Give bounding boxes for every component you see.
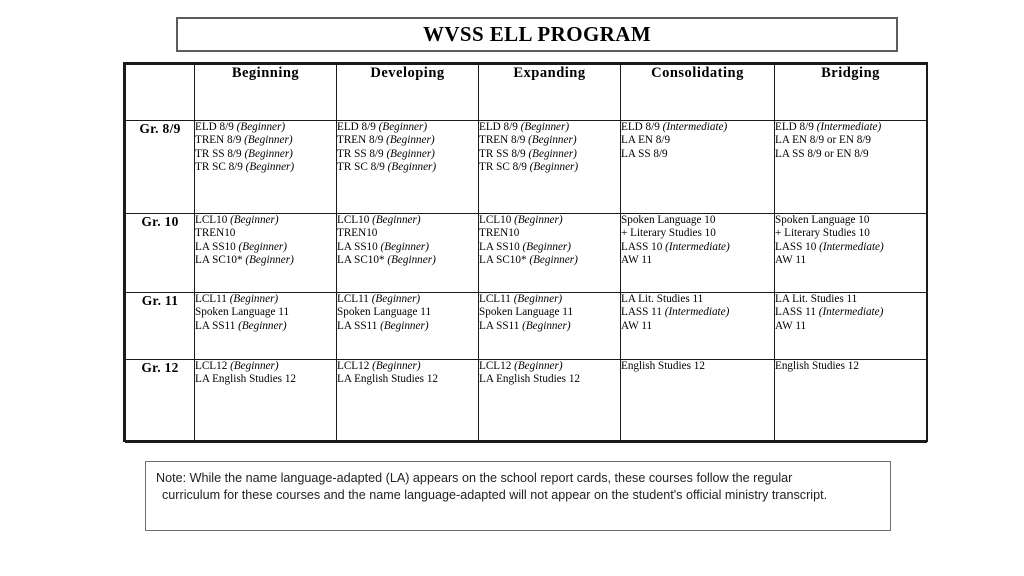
course-code: LA SC10* bbox=[195, 254, 243, 267]
course-cell bbox=[195, 293, 337, 360]
course-level: (Beginner) bbox=[526, 161, 579, 174]
course-level: (Beginner) bbox=[242, 161, 295, 174]
ell-program-table-container bbox=[123, 62, 928, 442]
course-level: (Beginner) bbox=[227, 214, 279, 226]
course-level: (Beginner) bbox=[517, 121, 570, 133]
course-entry bbox=[621, 360, 774, 373]
course-cell bbox=[621, 293, 775, 360]
page-title: WVSS ELL PROGRAM bbox=[422, 22, 652, 46]
course-code: LCL12 bbox=[195, 360, 228, 372]
course-code: ELD 8/9 bbox=[775, 121, 814, 133]
column-header-beginning: Beginning bbox=[195, 65, 337, 121]
course-entry bbox=[195, 306, 336, 319]
course-entry bbox=[621, 214, 774, 227]
note-line: curriculum for these courses and the name language-adapted will not appear on the student's official ministry transcript. bbox=[162, 488, 828, 502]
column-header-developing: Developing bbox=[337, 65, 479, 121]
course-code: TREN 8/9 bbox=[337, 134, 384, 147]
course-code: LCL11 bbox=[337, 293, 369, 305]
course-code: TREN10 bbox=[337, 227, 378, 240]
table-corner-cell bbox=[126, 65, 195, 121]
course-level: (Beginner) bbox=[519, 240, 571, 253]
course-cell bbox=[775, 360, 927, 443]
course-code: + Literary Studies 10 bbox=[621, 227, 716, 240]
course-cell bbox=[621, 214, 775, 293]
course-level: (Intermediate) bbox=[816, 240, 884, 253]
course-entry bbox=[621, 241, 774, 254]
course-cell bbox=[479, 293, 621, 360]
course-entry bbox=[775, 306, 926, 319]
course-entry bbox=[195, 227, 336, 240]
course-entry bbox=[195, 293, 336, 306]
grade-label: Gr. 8/9 bbox=[126, 121, 195, 214]
course-code: LCL10 bbox=[479, 214, 512, 226]
course-entry bbox=[775, 320, 926, 333]
course-code: TREN 8/9 bbox=[479, 134, 526, 147]
course-entry bbox=[621, 148, 774, 161]
course-entry bbox=[775, 227, 926, 240]
course-code: TR SC 8/9 bbox=[479, 161, 527, 174]
course-level: (Beginner) bbox=[368, 293, 421, 305]
course-cell bbox=[195, 121, 337, 214]
course-entry bbox=[479, 254, 620, 267]
course-code: LA SS 8/9 bbox=[621, 147, 668, 160]
course-level: (Beginner) bbox=[241, 147, 293, 160]
course-code: LA SC10* bbox=[337, 254, 385, 267]
course-cell bbox=[479, 360, 621, 443]
course-entry bbox=[621, 121, 774, 134]
course-level: (Beginner) bbox=[242, 254, 294, 267]
course-entry bbox=[337, 360, 478, 373]
table-row bbox=[126, 360, 927, 443]
course-code: LA SS10 bbox=[337, 240, 378, 253]
course-code: Spoken Language 11 bbox=[337, 306, 432, 319]
course-code: LA SS11 bbox=[479, 319, 520, 332]
course-code: LASS 11 bbox=[621, 306, 662, 319]
grade-label: Gr. 11 bbox=[126, 293, 195, 360]
course-entry bbox=[337, 306, 478, 319]
course-cell bbox=[195, 214, 337, 293]
course-code: ELD 8/9 bbox=[479, 121, 518, 133]
course-entry bbox=[195, 360, 336, 373]
course-entry bbox=[337, 373, 478, 386]
course-code: LCL11 bbox=[195, 293, 227, 305]
course-entry bbox=[195, 148, 336, 161]
table-body bbox=[126, 121, 927, 443]
course-level: (Beginner) bbox=[377, 240, 429, 253]
course-level: (Beginner) bbox=[511, 214, 563, 226]
grade-label: Gr. 10 bbox=[126, 214, 195, 293]
course-entry bbox=[337, 134, 478, 147]
course-code: TREN 8/9 bbox=[195, 134, 242, 147]
course-cell bbox=[775, 293, 927, 360]
course-code: TREN10 bbox=[479, 227, 520, 240]
course-code: LCL12 bbox=[479, 360, 512, 372]
course-level: (Beginner) bbox=[384, 161, 437, 174]
course-level: (Beginner) bbox=[525, 134, 577, 147]
course-code: AW 11 bbox=[775, 319, 807, 332]
course-entry bbox=[195, 161, 336, 174]
course-entry bbox=[775, 121, 926, 134]
course-cell bbox=[195, 360, 337, 443]
course-code: ELD 8/9 bbox=[621, 121, 660, 133]
course-code: AW 11 bbox=[621, 254, 653, 267]
course-level: (Beginner) bbox=[526, 254, 578, 267]
course-code: TR SC 8/9 bbox=[195, 161, 243, 174]
course-level: (Beginner) bbox=[369, 214, 421, 226]
course-level: (Beginner) bbox=[241, 134, 293, 147]
course-entry bbox=[775, 134, 926, 147]
program-title-box bbox=[176, 17, 898, 52]
course-level: (Beginner) bbox=[510, 293, 563, 305]
course-level: (Beginner) bbox=[519, 319, 571, 332]
course-cell bbox=[621, 360, 775, 443]
course-code: LA EN 8/9 bbox=[621, 134, 671, 147]
course-entry bbox=[775, 214, 926, 227]
course-level: (Beginner) bbox=[227, 360, 279, 372]
course-code: LA English Studies 12 bbox=[479, 373, 581, 386]
table-header-row bbox=[126, 65, 927, 121]
course-entry bbox=[479, 306, 620, 319]
course-code: LA SS11 bbox=[195, 319, 236, 332]
course-entry bbox=[195, 241, 336, 254]
course-code: LA SC10* bbox=[479, 254, 527, 267]
course-cell bbox=[337, 214, 479, 293]
course-entry bbox=[337, 254, 478, 267]
note-line: Note: While the name language-adapted (LA) appears on the school report cards, these courses follow the regular bbox=[156, 471, 793, 485]
course-cell bbox=[775, 214, 927, 293]
course-code: Spoken Language 11 bbox=[195, 306, 290, 319]
course-entry bbox=[337, 214, 478, 227]
course-code: LCL12 bbox=[337, 360, 370, 372]
course-level: (Beginner) bbox=[511, 360, 563, 372]
course-level: (Beginner) bbox=[383, 147, 435, 160]
course-code: LCL11 bbox=[479, 293, 511, 305]
course-level: (Beginner) bbox=[226, 293, 279, 305]
grade-label: Gr. 12 bbox=[126, 360, 195, 443]
column-header-expanding: Expanding bbox=[479, 65, 621, 121]
course-level: (Intermediate) bbox=[661, 306, 730, 319]
course-cell bbox=[775, 121, 927, 214]
course-entry bbox=[775, 148, 926, 161]
course-code: TR SS 8/9 bbox=[479, 147, 526, 160]
course-cell bbox=[337, 360, 479, 443]
course-code: AW 11 bbox=[775, 254, 807, 267]
course-cell bbox=[479, 214, 621, 293]
table-row bbox=[126, 214, 927, 293]
ell-program-table bbox=[125, 64, 927, 443]
course-level: (Beginner) bbox=[377, 319, 429, 332]
course-code: LA SS11 bbox=[337, 319, 378, 332]
course-entry bbox=[479, 293, 620, 306]
note-box bbox=[145, 461, 891, 531]
course-code: + Literary Studies 10 bbox=[775, 227, 870, 240]
course-code: LA SS10 bbox=[195, 240, 236, 253]
course-code: LA English Studies 12 bbox=[195, 373, 297, 386]
course-entry bbox=[775, 241, 926, 254]
course-level: (Beginner) bbox=[369, 360, 421, 372]
course-level: (Beginner) bbox=[383, 134, 435, 147]
course-code: Spoken Language 11 bbox=[479, 306, 574, 319]
course-entry bbox=[775, 293, 926, 306]
course-code: LA EN 8/9 or EN 8/9 bbox=[775, 134, 872, 147]
course-entry bbox=[337, 227, 478, 240]
course-entry bbox=[479, 241, 620, 254]
course-code: AW 11 bbox=[621, 319, 653, 332]
course-code: LA English Studies 12 bbox=[337, 373, 439, 386]
course-cell bbox=[621, 121, 775, 214]
course-entry bbox=[195, 121, 336, 134]
course-entry bbox=[195, 320, 336, 333]
course-cell bbox=[337, 121, 479, 214]
course-code: LA SS 8/9 or EN 8/9 bbox=[775, 147, 869, 160]
course-entry bbox=[337, 121, 478, 134]
course-entry bbox=[195, 214, 336, 227]
column-header-consolidating: Consolidating bbox=[621, 65, 775, 121]
course-entry bbox=[621, 293, 774, 306]
course-code: TREN10 bbox=[195, 227, 236, 240]
course-level: (Beginner) bbox=[375, 121, 428, 133]
course-code: LA SS10 bbox=[479, 240, 520, 253]
course-code: TR SC 8/9 bbox=[337, 161, 385, 174]
course-entry bbox=[479, 148, 620, 161]
course-entry bbox=[337, 293, 478, 306]
course-code: LASS 10 bbox=[775, 240, 817, 253]
column-header-bridging: Bridging bbox=[775, 65, 927, 121]
course-entry bbox=[621, 254, 774, 267]
course-code: Spoken Language 10 bbox=[775, 214, 870, 226]
course-code: TR SS 8/9 bbox=[337, 147, 384, 160]
course-level: (Beginner) bbox=[233, 121, 286, 133]
course-entry bbox=[775, 254, 926, 267]
course-level: (Intermediate) bbox=[659, 121, 728, 133]
course-code: Spoken Language 10 bbox=[621, 214, 716, 226]
course-entry bbox=[337, 148, 478, 161]
course-entry bbox=[621, 320, 774, 333]
course-entry bbox=[337, 241, 478, 254]
table-row bbox=[126, 293, 927, 360]
course-code: LASS 10 bbox=[621, 240, 663, 253]
course-code: ELD 8/9 bbox=[195, 121, 234, 133]
course-level: (Beginner) bbox=[384, 254, 436, 267]
course-code: English Studies 12 bbox=[775, 360, 859, 372]
course-code: English Studies 12 bbox=[621, 360, 705, 372]
course-entry bbox=[337, 320, 478, 333]
course-entry bbox=[621, 306, 774, 319]
course-code: LCL10 bbox=[195, 214, 228, 226]
course-entry bbox=[479, 121, 620, 134]
course-cell bbox=[479, 121, 621, 214]
course-level: (Intermediate) bbox=[662, 240, 730, 253]
table-row bbox=[126, 121, 927, 214]
course-entry bbox=[195, 254, 336, 267]
course-code: LA Lit. Studies 11 bbox=[621, 293, 704, 305]
course-entry bbox=[337, 161, 478, 174]
course-level: (Beginner) bbox=[235, 240, 287, 253]
course-entry bbox=[195, 373, 336, 386]
course-entry bbox=[479, 360, 620, 373]
course-entry bbox=[621, 227, 774, 240]
course-entry bbox=[195, 134, 336, 147]
course-entry bbox=[479, 161, 620, 174]
course-level: (Intermediate) bbox=[813, 121, 882, 133]
course-entry bbox=[479, 373, 620, 386]
course-level: (Beginner) bbox=[525, 147, 577, 160]
course-code: ELD 8/9 bbox=[337, 121, 376, 133]
course-level: (Beginner) bbox=[235, 319, 287, 332]
course-entry bbox=[479, 227, 620, 240]
course-entry bbox=[479, 320, 620, 333]
course-code: TR SS 8/9 bbox=[195, 147, 242, 160]
course-code: LA Lit. Studies 11 bbox=[775, 293, 858, 305]
course-code: LASS 11 bbox=[775, 306, 816, 319]
course-level: (Intermediate) bbox=[815, 306, 884, 319]
course-entry bbox=[479, 214, 620, 227]
course-cell bbox=[337, 293, 479, 360]
course-entry bbox=[621, 134, 774, 147]
course-entry bbox=[775, 360, 926, 373]
course-entry bbox=[479, 134, 620, 147]
course-code: LCL10 bbox=[337, 214, 370, 226]
